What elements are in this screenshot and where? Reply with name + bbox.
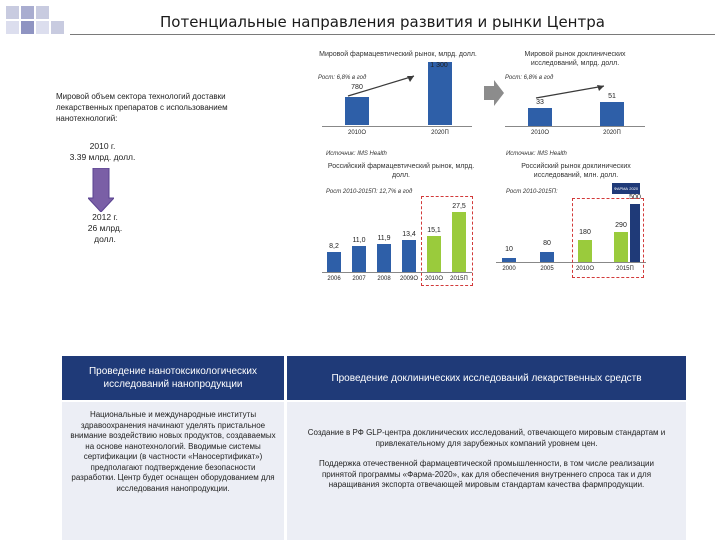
data-label: 80 xyxy=(543,240,551,247)
tick-label: 2020П xyxy=(603,130,621,136)
data-label: 15,1 xyxy=(427,227,441,234)
data-label: 8,2 xyxy=(329,243,339,250)
decor-square xyxy=(36,21,49,34)
tick-label: 2020П xyxy=(431,130,449,136)
tick-label: 2008 xyxy=(377,276,391,282)
tick-label: 2000 xyxy=(502,266,516,272)
bar-2010 xyxy=(528,108,552,126)
data-label: 51 xyxy=(608,93,616,100)
tick-label: 2006 xyxy=(327,276,341,282)
table-cell-nanotox xyxy=(62,402,284,540)
data-label: 1 300 xyxy=(430,62,448,69)
bar-2006 xyxy=(327,252,341,272)
bar-2009 xyxy=(402,240,416,272)
bar-2010 xyxy=(345,97,369,125)
source-label: Источник: IMS Health xyxy=(326,151,387,157)
tick-label: 2005 xyxy=(540,266,554,272)
title-divider xyxy=(70,34,715,35)
decor-square xyxy=(21,6,34,19)
data-label: 13,4 xyxy=(402,231,416,238)
chart-title: Российский рынок доклинических исследований, млн. долл. xyxy=(521,163,631,179)
directions-table xyxy=(62,356,686,540)
decor-square xyxy=(21,21,34,34)
tick-label: 2010О xyxy=(575,266,594,272)
data-label: 290 xyxy=(615,222,627,229)
chart-title: Мировой рынок доклинических исследований, млрд. долл. xyxy=(524,51,626,67)
decor-square xyxy=(51,21,64,34)
data-label: 27,5 xyxy=(452,203,466,210)
chart-title: Мировой фармацевтический рынок, млрд. долл. xyxy=(319,51,477,58)
tick-label: 2009О xyxy=(399,276,418,282)
volume-2010-note: 2010 г. 3.39 млрд. долл. xyxy=(69,141,136,162)
tick-label: 2015П xyxy=(616,266,634,272)
bar-2020 xyxy=(600,102,624,126)
decor-square xyxy=(6,6,19,19)
tick-label: 2010О xyxy=(347,130,366,136)
decor-squares xyxy=(6,6,66,46)
decor-square xyxy=(36,6,49,19)
bar-2007 xyxy=(352,246,366,272)
table-cell-preclinical xyxy=(287,402,686,540)
tick-label: 2015П xyxy=(450,276,468,282)
bar-2008 xyxy=(377,244,391,272)
data-label: 500 xyxy=(629,194,641,201)
data-label: 11,9 xyxy=(377,235,391,242)
table-header-preclinical: Проведение доклинических исследований лекарственных средств xyxy=(287,356,686,400)
volume-2012-note: 2012 г. 26 млрд. долл. xyxy=(87,212,123,244)
chart-growth-label: Рост 2010-2015П: 12,7% в год xyxy=(326,189,413,195)
data-label: 11,0 xyxy=(352,237,366,244)
chart-title: Российский фармацевтический рынок, млрд. долл. xyxy=(327,163,475,179)
chart-growth-label: Рост: 6,8% в год xyxy=(505,75,554,81)
tick-label: 2010О xyxy=(424,276,443,282)
data-label: 33 xyxy=(536,99,544,106)
forecast-highlight xyxy=(572,198,644,278)
table-header-nanotox: Проведение нанотоксикологических исследований нанопродукции xyxy=(62,356,284,400)
chart-growth-label: Рост 2010-2015П: xyxy=(506,189,558,195)
forecast-highlight xyxy=(421,196,473,286)
tick-label: 2010О xyxy=(530,130,549,136)
pharma-2020-logo: ФАРМА 2020 xyxy=(612,183,640,194)
x-axis xyxy=(322,126,472,127)
cell-paragraph: Создание в РФ GLP-центра доклинических исследований, отвечающего мировым стандартам и привлекательному для зарубежных компаний уровнем цен. xyxy=(307,428,666,448)
source-label: Источник: IMS Health xyxy=(506,151,567,157)
page-title: Потенциальные направления развития и рынки Центра xyxy=(160,13,605,31)
data-label: 180 xyxy=(579,229,591,236)
right-arrow-icon xyxy=(484,80,504,106)
x-axis xyxy=(505,126,645,127)
data-label: 10 xyxy=(505,246,513,253)
data-label: 780 xyxy=(351,84,363,91)
world-volume-note: Мировой объем сектора технологий доставки лекарственных препаратов с использованием нанотехнологий: xyxy=(56,92,228,123)
bar-2005 xyxy=(540,252,554,262)
chart-growth-label: Рост: 6,8% в год xyxy=(318,75,367,81)
growth-down-arrow xyxy=(88,168,114,212)
cell-text: Национальные и международные институты здравоохранения начинают уделять пристальное внимание воздействию новых продуктов, создаваемых на основе нанотехнологий. Вводимые системы сертификации (в частности «Наносертификат») предполагают подтверждение безопасности разработки. Центр будет оснащен оборудованием для исследования нанопродукции. xyxy=(70,410,276,493)
tick-label: 2007 xyxy=(352,276,366,282)
cell-paragraph: Поддержка отечественной фармацевтической промышленности, в том числе реализации принятой программы «Фарма-2020», как для обеспечения внутреннего спроса так и для наращивания экспорта отвечающей мировым стандартам качества фармпродукции. xyxy=(319,459,654,489)
bar-2020 xyxy=(428,62,452,125)
decor-square xyxy=(6,21,19,34)
